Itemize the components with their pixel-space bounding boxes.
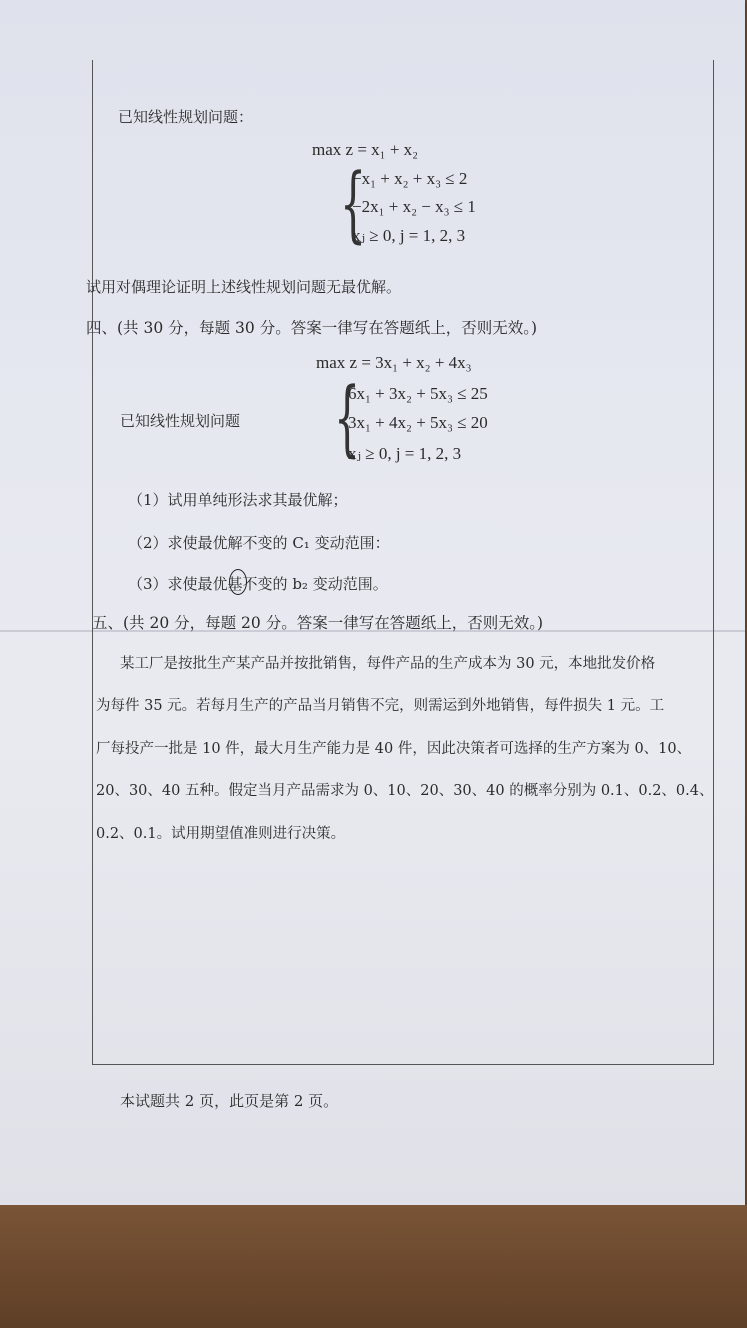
problem5-heading: 五、(共 20 分，每题 20 分。答案一律写在答题纸上，否则无效。) xyxy=(92,614,544,632)
problem4-constraint-2: 3x₁ + 4x₂ + 5x₃ ≤ 20 xyxy=(348,413,488,432)
problem3-brace: { xyxy=(340,157,367,252)
problem4-label: 已知线性规划问题 xyxy=(120,412,241,430)
problem4-question-3: （3）求使最优基不变的 b₂ 变动范围。 xyxy=(128,575,388,593)
problem4-question-2: （2）求使最优解不变的 C₁ 变动范围： xyxy=(128,534,390,552)
problem4-objective: max z = 3x₁ + x₂ + 4x₃ xyxy=(316,353,472,372)
problem5-line-1: 某工厂是按批生产某产品并按批销售，每件产品的生产成本为 30 元，本地批发价格 xyxy=(120,656,656,672)
page-footer: 本试题共 2 页，此页是第 2 页。 xyxy=(120,1092,339,1110)
problem3-constraint-2: −2x₁ + x₂ − x₃ ≤ 1 xyxy=(352,197,476,216)
problem3-intro: 已知线性规划问题： xyxy=(118,108,254,126)
handwritten-circle-mark xyxy=(229,569,247,595)
problem4-constraint-1: 6x₁ + 3x₂ + 5x₃ ≤ 25 xyxy=(348,384,488,403)
problem4-heading: 四、(共 30 分，每题 30 分。答案一律写在答题纸上，否则无效。) xyxy=(86,319,538,337)
problem4-question-1: （1）试用单纯形法求其最优解； xyxy=(128,491,348,509)
problem3-constraint-1: −x₁ + x₂ + x₃ ≤ 2 xyxy=(352,169,468,188)
problem5-line-4: 20、30、40 五种。假定当月产品需求为 0、10、20、30、40 的概率分别为 0.1、0.2、0.4、 xyxy=(96,783,714,799)
wooden-table xyxy=(0,1205,747,1328)
problem5-line-3: 厂每投产一批是 10 件，最大月生产能力是 40 件，因此决策者可选择的生产方案为 0、10、 xyxy=(96,741,692,757)
problem5-line-2: 为每件 35 元。若每月生产的产品当月销售不完，则需运到外地销售，每件损失 1 元。工 xyxy=(96,698,665,714)
problem3-constraint-3: xⱼ ≥ 0, j = 1, 2, 3 xyxy=(352,226,466,245)
problem5-line-5: 0.2、0.1。试用期望值准则进行决策。 xyxy=(96,826,346,842)
problem3-task: 试用对偶理论证明上述线性规划问题无最优解。 xyxy=(86,278,402,296)
problem4-constraint-3: xⱼ ≥ 0, j = 1, 2, 3 xyxy=(348,444,462,463)
problem4-brace: { xyxy=(334,371,361,466)
problem3-objective: max z = x₁ + x₂ xyxy=(312,140,419,159)
